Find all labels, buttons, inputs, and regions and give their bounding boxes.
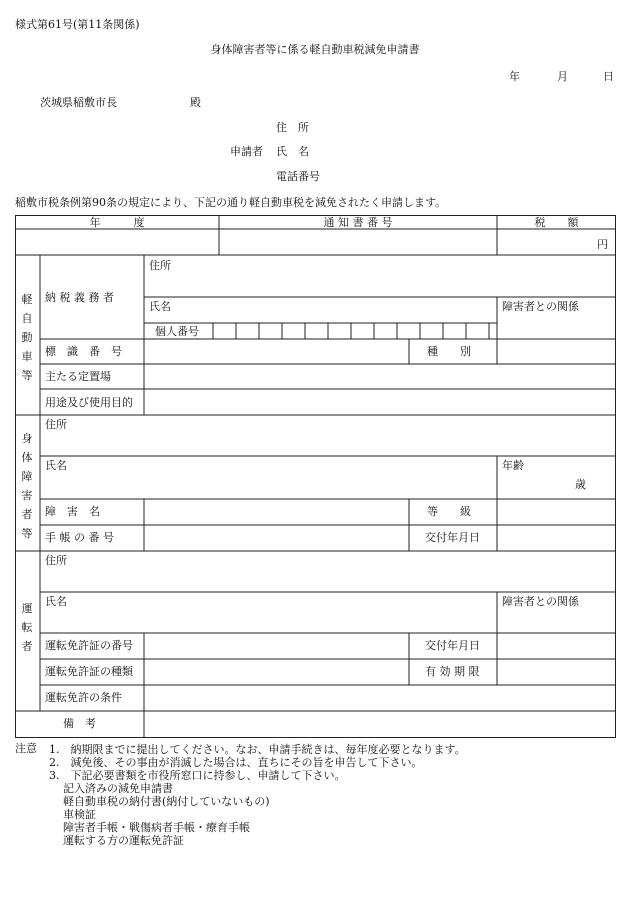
col-notice-header: 通 知 書 番 号: [323, 216, 393, 229]
col-year-header: 年 度: [89, 216, 145, 229]
plate-number-label: 標 識 番 号: [45, 345, 122, 358]
note-item: 3. 下記必要書類を市役所窓口に持参し、申請して下さい。: [49, 769, 346, 782]
form-number: 様式第61号(第11条関係): [15, 18, 140, 31]
document-item: 運転する方の運転免許証: [63, 834, 184, 847]
taxpayer-address-label: 住所: [149, 259, 171, 272]
addressee: 茨城県稲敷市長: [40, 96, 117, 109]
document-item: 記入済みの減免申請書: [63, 782, 173, 795]
notes-label: 注意: [15, 742, 37, 755]
taxpayer-name-label: 氏名: [149, 300, 171, 313]
intro-text: 稲敷市税条例第90条の規定により、下記の通り軽自動車税を減免されたく申請します。: [15, 196, 447, 209]
handbook-issue-date-label: 交付年月日: [425, 531, 480, 544]
form-title: 身体障害者等に係る軽自動車税減免申請書: [210, 43, 420, 56]
remarks-label: 備 考: [63, 717, 96, 730]
col-tax-header: 税 額: [534, 216, 579, 229]
age-unit: 歳: [575, 478, 586, 491]
driver-address-label: 住所: [45, 554, 67, 567]
taxpayer-relation-label: 障害者との関係: [502, 300, 579, 313]
document-item: 障害者手帳・戦傷病者手帳・療育手帳: [63, 821, 250, 834]
license-issue-date-label: 交付年月日: [425, 639, 480, 652]
disabled-address-label: 住所: [45, 418, 67, 431]
main-location-label: 主たる定置場: [45, 370, 111, 383]
date-day-label: 日: [603, 70, 614, 83]
date-month-label: 月: [557, 70, 568, 83]
document-item: 車検証: [63, 808, 96, 821]
required-documents: [63, 782, 270, 847]
applicant-label: 申請者: [230, 145, 263, 158]
disability-name-label: 障 害 名: [45, 505, 100, 518]
personal-number-label: 個人番号: [155, 325, 199, 338]
driver-relation-label: 障害者との関係: [502, 595, 579, 608]
valid-until-label: 有 効 期 限: [425, 665, 480, 678]
license-number-label: 運転免許証の番号: [45, 639, 133, 652]
note-item: 1. 納期限までに提出してください。なお、申請手続きは、毎年度必要となります。: [49, 743, 466, 756]
grade-label: 等 級: [427, 505, 471, 518]
form-table: [15, 215, 616, 738]
section-disabled-label: 身体障害者等: [21, 432, 33, 540]
applicant-name-label: 氏 名: [276, 145, 309, 158]
section-vehicle-label: 軽自動車等: [21, 293, 33, 382]
section-driver-label: 運転者: [21, 602, 33, 653]
applicant-phone-label: 電話番号: [276, 170, 320, 183]
driver-name-label: 氏名: [45, 595, 67, 608]
yen-unit: 円: [597, 238, 608, 251]
honorific: 殿: [190, 96, 201, 109]
notes-items: [49, 743, 466, 782]
note-item: 2. 減免後、その事由が消滅した場合は、直ちにその旨を申告して下さい。: [49, 756, 423, 769]
document-item: 軽自動車税の納付書(納付していないもの): [63, 795, 270, 808]
applicant-address-label: 住 所: [276, 121, 309, 134]
license-conditions-label: 運転免許の条件: [45, 691, 122, 704]
date-year-label: 年: [509, 70, 520, 83]
vehicle-type-label: 種 別: [427, 345, 471, 358]
handbook-number-label: 手 帳 の 番 号: [45, 531, 114, 544]
taxpayer-label: 納 税 義 務 者: [45, 291, 114, 304]
age-label: 年齢: [502, 459, 524, 472]
license-type-label: 運転免許証の種類: [45, 665, 133, 678]
disabled-name-label: 氏名: [45, 459, 67, 472]
usage-label: 用途及び使用目的: [45, 396, 133, 409]
